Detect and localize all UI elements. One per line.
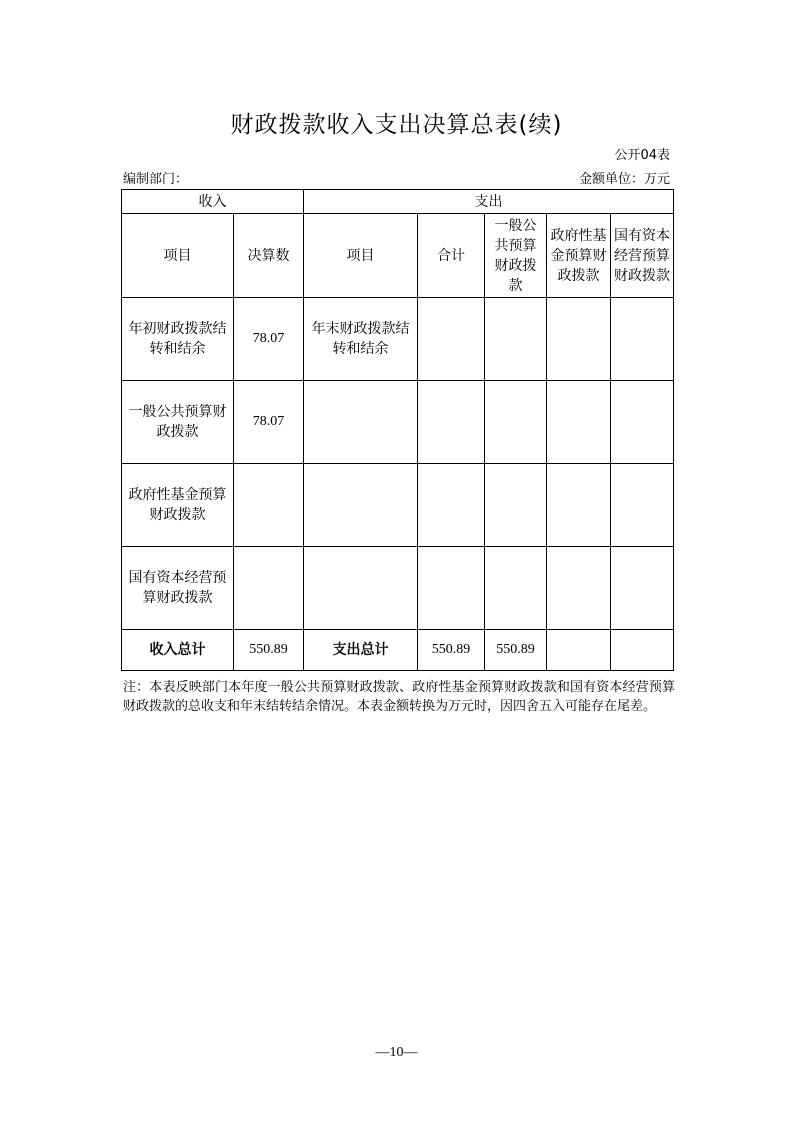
income-amount: 78.07 xyxy=(234,298,304,381)
expense-fund xyxy=(547,298,611,381)
expense-total-sum: 550.89 xyxy=(418,630,485,671)
col-header-state: 国有资本经营预算财政拨款 xyxy=(611,214,674,298)
expense-total-label: 支出总计 xyxy=(304,630,418,671)
col-header-amount: 决算数 xyxy=(234,214,304,298)
expense-group-header: 支出 xyxy=(304,190,674,214)
income-amount xyxy=(234,464,304,547)
expense-total xyxy=(418,464,485,547)
expense-total xyxy=(418,298,485,381)
income-total-label: 收入总计 xyxy=(122,630,234,671)
unit-label: 金额单位：万元 xyxy=(578,172,670,187)
expense-fund xyxy=(547,381,611,464)
expense-general xyxy=(485,464,547,547)
form-number: 公开04表 xyxy=(614,148,670,163)
income-item: 一般公共预算财政拨款 xyxy=(122,381,234,464)
expense-total xyxy=(418,381,485,464)
expense-general xyxy=(485,381,547,464)
col-header-item2: 项目 xyxy=(304,214,418,298)
table-note: 注：本表反映部门本年度一般公共预算财政拨款、政府性基金预算财政拨款和国有资本经营预算财政拨款的总收支和年末结转结余情况。本表金额转换为万元时，因四舍五入可能存在尾差。 xyxy=(123,680,675,714)
col-header-general: 一般公共预算财政拨款 xyxy=(485,214,547,298)
expense-state xyxy=(611,547,674,630)
dept-label: 编制部门： xyxy=(123,172,189,187)
col-header-item: 项目 xyxy=(122,214,234,298)
expense-item xyxy=(304,464,418,547)
expense-item xyxy=(304,547,418,630)
page-title: 财政拨款收入支出决算总表(续) xyxy=(230,112,563,138)
table-row xyxy=(122,298,674,381)
total-row xyxy=(122,630,674,671)
header-row-group xyxy=(122,190,674,214)
header-row-columns xyxy=(122,214,674,298)
col-header-total: 合计 xyxy=(418,214,485,298)
expense-item xyxy=(304,381,418,464)
expense-general xyxy=(485,547,547,630)
expense-state xyxy=(611,464,674,547)
table-row xyxy=(122,464,674,547)
page-number: —10— xyxy=(375,1045,418,1060)
col-header-fund: 政府性基金预算财政拨款 xyxy=(547,214,611,298)
expense-total-general: 550.89 xyxy=(485,630,547,671)
expense-general xyxy=(485,298,547,381)
income-item: 年初财政拨款结转和结余 xyxy=(122,298,234,381)
income-amount: 78.07 xyxy=(234,381,304,464)
table-row xyxy=(122,547,674,630)
expense-fund xyxy=(547,547,611,630)
income-group-header: 收入 xyxy=(122,190,304,214)
budget-table xyxy=(121,189,674,671)
expense-total-state xyxy=(611,630,674,671)
table-row xyxy=(122,381,674,464)
expense-item: 年末财政拨款结转和结余 xyxy=(304,298,418,381)
expense-total-fund xyxy=(547,630,611,671)
income-item: 政府性基金预算财政拨款 xyxy=(122,464,234,547)
income-total-amount: 550.89 xyxy=(234,630,304,671)
income-item: 国有资本经营预算财政拨款 xyxy=(122,547,234,630)
expense-state xyxy=(611,298,674,381)
expense-total xyxy=(418,547,485,630)
income-amount xyxy=(234,547,304,630)
expense-state xyxy=(611,381,674,464)
expense-fund xyxy=(547,464,611,547)
